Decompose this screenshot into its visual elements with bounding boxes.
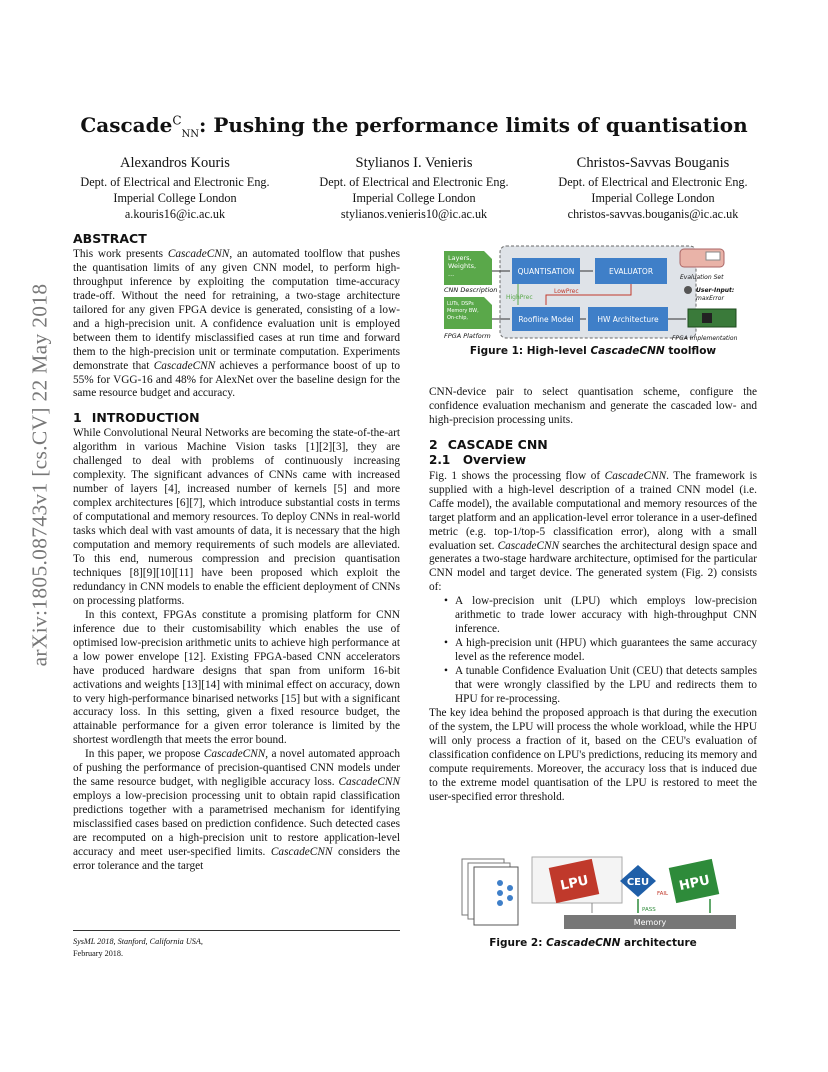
- footnote-venue: SysML 2018, Stanford, California USA,: [73, 937, 203, 946]
- author-1: [60, 155, 290, 222]
- svg-text:LowPrec: LowPrec: [554, 288, 579, 295]
- author-inst: Imperial College London: [352, 191, 476, 205]
- footnote: [73, 936, 400, 959]
- svg-text:Roofline Model: Roofline Model: [518, 315, 574, 324]
- svg-text:HW Architecture: HW Architecture: [597, 315, 659, 324]
- svg-text:maxError: maxError: [696, 295, 724, 302]
- list-item: • A high-precision unit (HPU) which guarantees the same accuracy level as the reference model.: [455, 637, 757, 665]
- svg-text:Memory: Memory: [633, 918, 667, 927]
- figure-1-toolflow: [440, 243, 756, 343]
- overview-paragraph-1: Fig. 1 shows the processing flow of CascadeCNN. The framework is supplied with a high-level description of a trained CNN model (i.e. Caffe model), the available computational and memory resources of the target platform and an application-level error tolerance in a user-defined metric (e.g. top-1/top-5 classification error), along with a small evaluation set. CascadeCNN searches the architectural design space and generates a two-stage hardware architecture, optimised for the particular CNN model and target device. The generated system (Fig. 2) consists of:: [429, 469, 758, 594]
- svg-text:FAIL: FAIL: [657, 891, 669, 897]
- abstract-heading: ABSTRACT: [73, 231, 147, 246]
- svg-text:FPGA Platform: FPGA Platform: [444, 332, 491, 340]
- left-column: [73, 232, 400, 874]
- arxiv-sidebar: [20, 270, 60, 680]
- right-column: [429, 386, 757, 805]
- svg-text:LPU: LPU: [559, 873, 590, 894]
- footnote-rule: [73, 930, 400, 931]
- intro-heading: 1 INTRODUCTION: [73, 410, 200, 426]
- right-paragraph-0: CNN-device pair to select quantisation scheme, configure the confidence evaluation mechanism and generate the cascaded low- and high-precision processing units.: [429, 386, 757, 426]
- figure-2-caption: Figure 2: CascadeCNN architecture: [489, 937, 697, 949]
- svg-text:Memory BW,: Memory BW,: [447, 308, 479, 314]
- list-item: • A tunable Confidence Evaluation Unit (CEU) that detects samples that were wrongly classified by the LPU and redirects them to HPU for re-processing.: [455, 665, 757, 707]
- intro-paragraph-1: While Convolutional Neural Networks are becoming the state-of-the-art algorithm in various Machine Vision tasks [1][2][3], they are challenged to deal with problems of continuously increasing complexity. The significant advances of CNNs came with increased number of layers [4], increased number of kernels [5] and more complex architectures [6][7], which introduce substantial costs in terms of computational and memory resources. To deploy CNNs in real-world tasks which deal with vast amounts of data, it is necessary that the high computation and memory requirements of such models are alleviated. To this end, numerous compression and precision quantisation techniques [8][9][10][11] have been proposed which exploit the redundancy in CNN models to enable the efficient deployment of CNNs on processing platforms.: [73, 427, 400, 607]
- section-2-heading: 2 CASCADE CNN: [429, 436, 548, 452]
- svg-text:PASS: PASS: [642, 907, 656, 913]
- svg-text:CNN Description: CNN Description: [444, 286, 498, 294]
- subsection-2-1-heading: 2.1 Overview: [429, 452, 527, 467]
- author-name: Stylianos I. Venieris: [355, 155, 473, 171]
- author-2: [299, 155, 529, 222]
- svg-text:CEU: CEU: [626, 877, 650, 888]
- svg-text:Weights,: Weights,: [448, 262, 477, 270]
- author-name: Christos-Savvas Bouganis: [576, 155, 730, 171]
- list-item: • A low-precision unit (LPU) which employs low-precision arithmetic to trade lower accuracy with high-throughput CNN inference.: [455, 595, 757, 637]
- svg-text:EVALUATOR: EVALUATOR: [608, 267, 654, 276]
- footnote-date: February 2018.: [73, 948, 124, 958]
- paper-title: Cascade$^C_{NN}$: Pushing the performance limits of quantisation: [80, 113, 748, 140]
- author-email: a.kouris16@ic.ac.uk: [124, 207, 226, 221]
- author-dept: Dept. of Electrical and Electronic Eng.: [80, 175, 270, 189]
- svg-text:LUTs, DSPs: LUTs, DSPs: [447, 301, 474, 307]
- author-name: Alexandros Kouris: [120, 155, 230, 171]
- abstract-text: This work presents CascadeCNN, an automated toolflow that pushes the quantisation limits of any given CNN model, to perform high-throughput inference by exploiting the computation time-accuracy trade-off. Without the need for retraining, a two-stage architecture tailored for any given FPGA device is generated, consisting of a low- and a high-precision unit. A confidence evaluation unit is employed between them to identify misclassified cases at run time and forward them to the high-precision unit or terminate computation. Experiments demonstrate that CascadeCNN achieves a performance boost of up to 55% for VGG-16 and 48% for AlexNet over the baseline design for the same resource budget and accuracy.: [73, 247, 400, 400]
- svg-text:Layers,: Layers,: [448, 254, 472, 262]
- arxiv-id: arXiv:1805.08743v1 [cs.CV] 22 May 2018: [27, 283, 52, 667]
- intro-paragraph-3: In this paper, we propose CascadeCNN, a novel automated approach of pushing the performance of precision-quantised CNN models under the same resource budget, with negligible accuracy loss. CascadeCNN employs a low-precision processing unit to obtain rapid classification predictions together with a parametrised mechanism for identifying misclassified cases based on prediction confidence. Such detected cases are recomputed on a high-precision unit to restore application-level accuracy and meet user-specified limits. CascadeCNN considers the error tolerance and the target: [73, 748, 400, 872]
- svg-text:...: ...: [448, 270, 455, 278]
- unit-list: [455, 595, 757, 707]
- author-dept: Dept. of Electrical and Electronic Eng.: [319, 175, 509, 189]
- author-email: stylianos.venieris10@ic.ac.uk: [340, 207, 488, 221]
- svg-text:User-Input:: User-Input:: [696, 287, 735, 294]
- svg-text:Evaluation Set: Evaluation Set: [680, 274, 724, 281]
- author-3: [538, 155, 768, 222]
- intro-paragraph-2: In this context, FPGAs constitute a promising platform for CNN inference due to their customisability which enables the use of optimised low-precision arithmetic units to achieve high performance at a low power envelope [12]. Existing FPGA-based CNN accelerators have produced hardware designs that span from uniform 16-bit activations and weights [13][14] with minimal effect on accuracy, down to very high-performance binarised networks [15] but with a significant accuracy loss. In this setting, given a fixed resource budget, the attainable performance for a given error tolerance is limited by the shortest wordlength that meets the error bound.: [73, 608, 400, 747]
- figure-1-caption: Figure 1: High-level CascadeCNN toolflow: [469, 345, 717, 357]
- overview-paragraph-2: The key idea behind the proposed approach is that during the execution of the system, the LPU will process the whole workload, while the HPU will only process a fraction of it, based on the CEU's evaluation of classification confidence on LPU's predictions, reducing its memory and compute requirements. Moreover, the accuracy loss that is induced due to the extreme model quantisation of the LPU is restored to meet the user-specified error threshold.: [429, 706, 757, 803]
- svg-text:HighPrec: HighPrec: [506, 294, 533, 301]
- author-dept: Dept. of Electrical and Electronic Eng.: [558, 175, 748, 189]
- figure-2-architecture: [452, 855, 742, 933]
- author-block: [60, 155, 768, 222]
- author-inst: Imperial College London: [591, 191, 715, 205]
- svg-text:On-chip,: On-chip,: [447, 315, 468, 321]
- svg-text:FPGA Implementation: FPGA Implementation: [672, 335, 738, 342]
- user-icon: [684, 286, 692, 294]
- svg-text:HPU: HPU: [677, 872, 712, 895]
- author-email: christos-savvas.bouganis@ic.ac.uk: [567, 207, 739, 221]
- author-inst: Imperial College London: [113, 191, 237, 205]
- svg-text:QUANTISATION: QUANTISATION: [517, 267, 575, 276]
